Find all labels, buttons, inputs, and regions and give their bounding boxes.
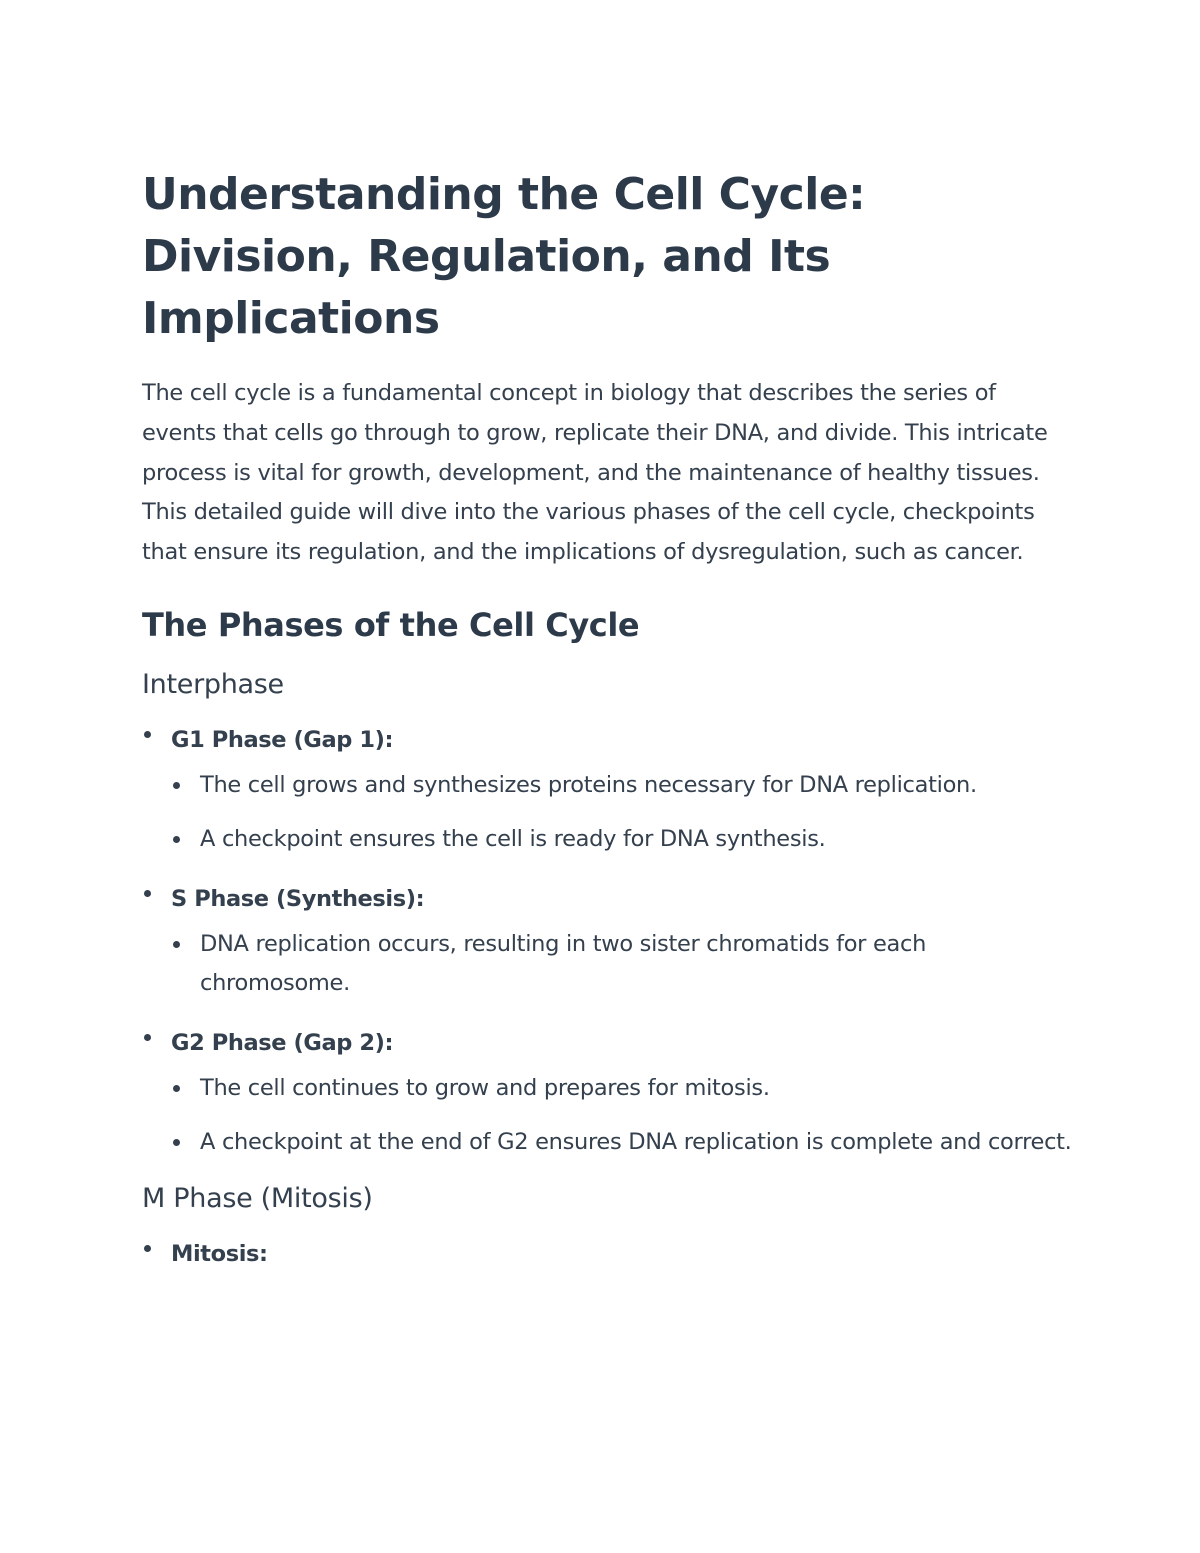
phase-label: S Phase (Synthesis):	[171, 885, 425, 912]
bullet-icon	[144, 731, 151, 738]
interphase-list	[142, 715, 1072, 1163]
phase-label: G1 Phase (Gap 1):	[171, 726, 394, 753]
g2-points-list	[171, 1069, 1072, 1163]
document-page	[142, 164, 1072, 1280]
bullet-icon	[144, 1245, 151, 1252]
subheading-m-phase: M Phase (Mitosis)	[142, 1182, 373, 1214]
s-points-list	[171, 925, 1072, 1005]
list-item	[171, 766, 1072, 806]
list-item-s-phase	[142, 874, 1072, 1005]
document-title: Understanding the Cell Cycle: Division, Regulation, and Its Implications	[142, 169, 866, 344]
phase-label: Mitosis:	[171, 1240, 268, 1267]
list-item	[171, 925, 1072, 1005]
list-item-g2-phase	[142, 1018, 1072, 1163]
bullet-icon	[173, 782, 180, 789]
intro-paragraph: The cell cycle is a fundamental concept in biology that describes the series of events that cells go through to grow, replicate their DNA, and divide. This intricate process is vital for growth, development, and the maintenance of healthy tissues. This detailed guide will dive into the various phases of the cell cycle, checkpoints that ensure its regulation, and the implications of dysregulation, such as cancer.	[142, 380, 1048, 566]
list-item-text: A checkpoint at the end of G2 ensures DNA replication is complete and correct.	[200, 1128, 1072, 1155]
list-item-text: A checkpoint ensures the cell is ready for DNA synthesis.	[200, 825, 826, 852]
phase-label: G2 Phase (Gap 2):	[171, 1030, 394, 1057]
bullet-icon	[144, 1034, 151, 1041]
subheading-interphase: Interphase	[142, 668, 284, 700]
list-item-mitosis	[142, 1229, 1072, 1280]
bullet-icon	[173, 836, 180, 843]
mphase-list	[142, 1229, 1072, 1280]
list-item-text: The cell grows and synthesizes proteins necessary for DNA replication.	[200, 771, 977, 798]
list-item-text: The cell continues to grow and prepares for mitosis.	[200, 1075, 770, 1102]
section-heading-phases: The Phases of the Cell Cycle	[142, 605, 640, 644]
list-item	[171, 1123, 1072, 1163]
bullet-icon	[144, 890, 151, 897]
bullet-icon	[173, 941, 180, 948]
g1-points-list	[171, 766, 1072, 860]
list-item	[171, 1069, 1072, 1109]
list-item-text: DNA replication occurs, resulting in two sister chromatids for each chromosome.	[200, 930, 927, 997]
bullet-icon	[173, 1085, 180, 1092]
list-item-g1-phase	[142, 715, 1072, 860]
list-item	[171, 820, 1072, 860]
bullet-icon	[173, 1139, 180, 1146]
